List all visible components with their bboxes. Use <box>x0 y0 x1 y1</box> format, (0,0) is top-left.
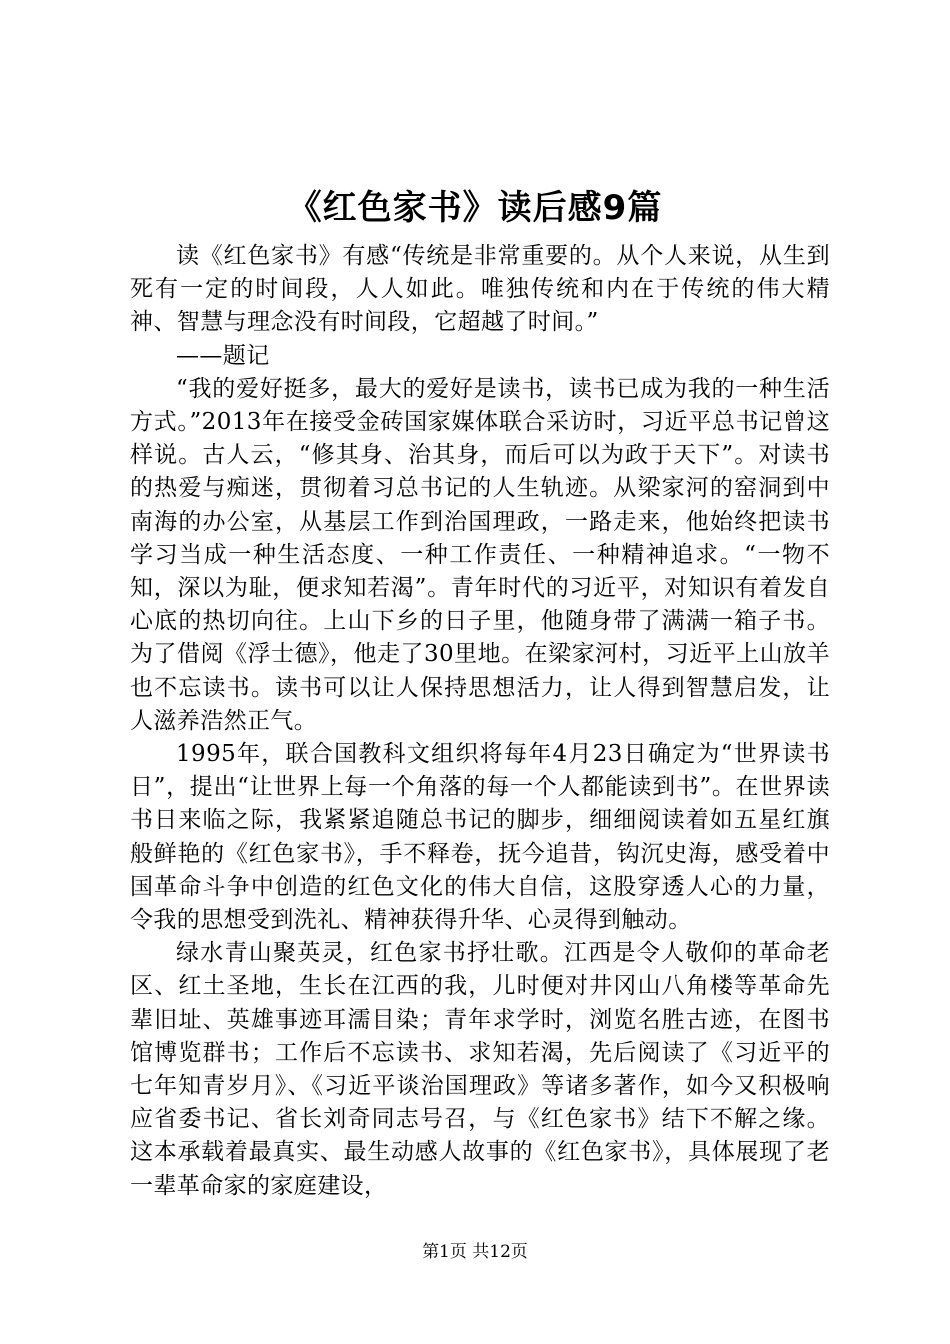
paragraph-intro: 读《红色家书》有感“传统是非常重要的。从个人来说，从生到死有一定的时间段，人人如此。唯独传统和内在于传统的伟大精神、智慧与理念没有时间段，它超越了时间。” <box>130 243 830 336</box>
page-number-footer: 第1页 共12页 <box>422 1242 528 1262</box>
paragraph-reading-habit: “我的爱好挺多，最大的爱好是读书，读书已成为我的一种生活方式。”2013年在接受金砖国家媒体联合采访时，习近平总书记曾这样说。古人云，“修其身、治其身，而后可以为政于天下”。对读书的热爱与痴迷，贯彻着习总书记的人生轨迹。从梁家河的窑洞到中南海的办公室，从基层工作到治国理政，一路走来，他始终把读书学习当成一种生活态度、一种工作责任、一种精神追求。“一物不知，深以为耻，便求知若渴”。青年时代的习近平，对知识有着发自心底的热切向往。上山下乡的日子里，他随身带了满满一箱子书。为了借阅《浮士德》，他走了30里地。在梁家河村，习近平上山放羊也不忘读书。读书可以让人保持思想活力，让人得到智慧启发，让人滋养浩然正气。 <box>130 375 830 734</box>
paragraph-jiangxi: 绿水青山聚英灵，红色家书抒壮歌。江西是令人敬仰的革命老区、红土圣地，生长在江西的我，儿时便对井冈山八角楼等革命先辈旧址、英雄事迹耳濡目染；青年求学时，浏览名胜古迹，在图书馆博览群书；工作后不忘读书、求知若渴，先后阅读了《习近平的七年知青岁月》、《习近平谈治国理政》等诸多著作，如今又积极响应省委书记、省长刘奇同志号召，与《红色家书》结下不解之缘。这本承载着最真实、最生动感人故事的《红色家书》，具体展现了老一辈革命家的家庭建设， <box>130 940 830 1199</box>
document-body <box>130 240 830 1203</box>
document-title: 《红色家书》读后感9篇 <box>287 188 663 228</box>
paragraph-epigraph-source: ——题记 <box>176 342 270 369</box>
paragraph-world-book-day: 1995年，联合国教科文组织将每年4月23日确定为“世界读书日”，提出“让世界上每一个角落的每一个人都能读到书”。在世界读书日来临之际，我紧紧追随总书记的脚步，细细阅读着如五星红旗般鲜艳的《红色家书》，手不释卷，抚今追昔，钩沉史海，感受着中国革命斗争中创造的红色文化的伟大自信，这股穿透人心的力量，令我的思想受到洗礼、精神获得升华、心灵得到触动。 <box>130 741 830 934</box>
